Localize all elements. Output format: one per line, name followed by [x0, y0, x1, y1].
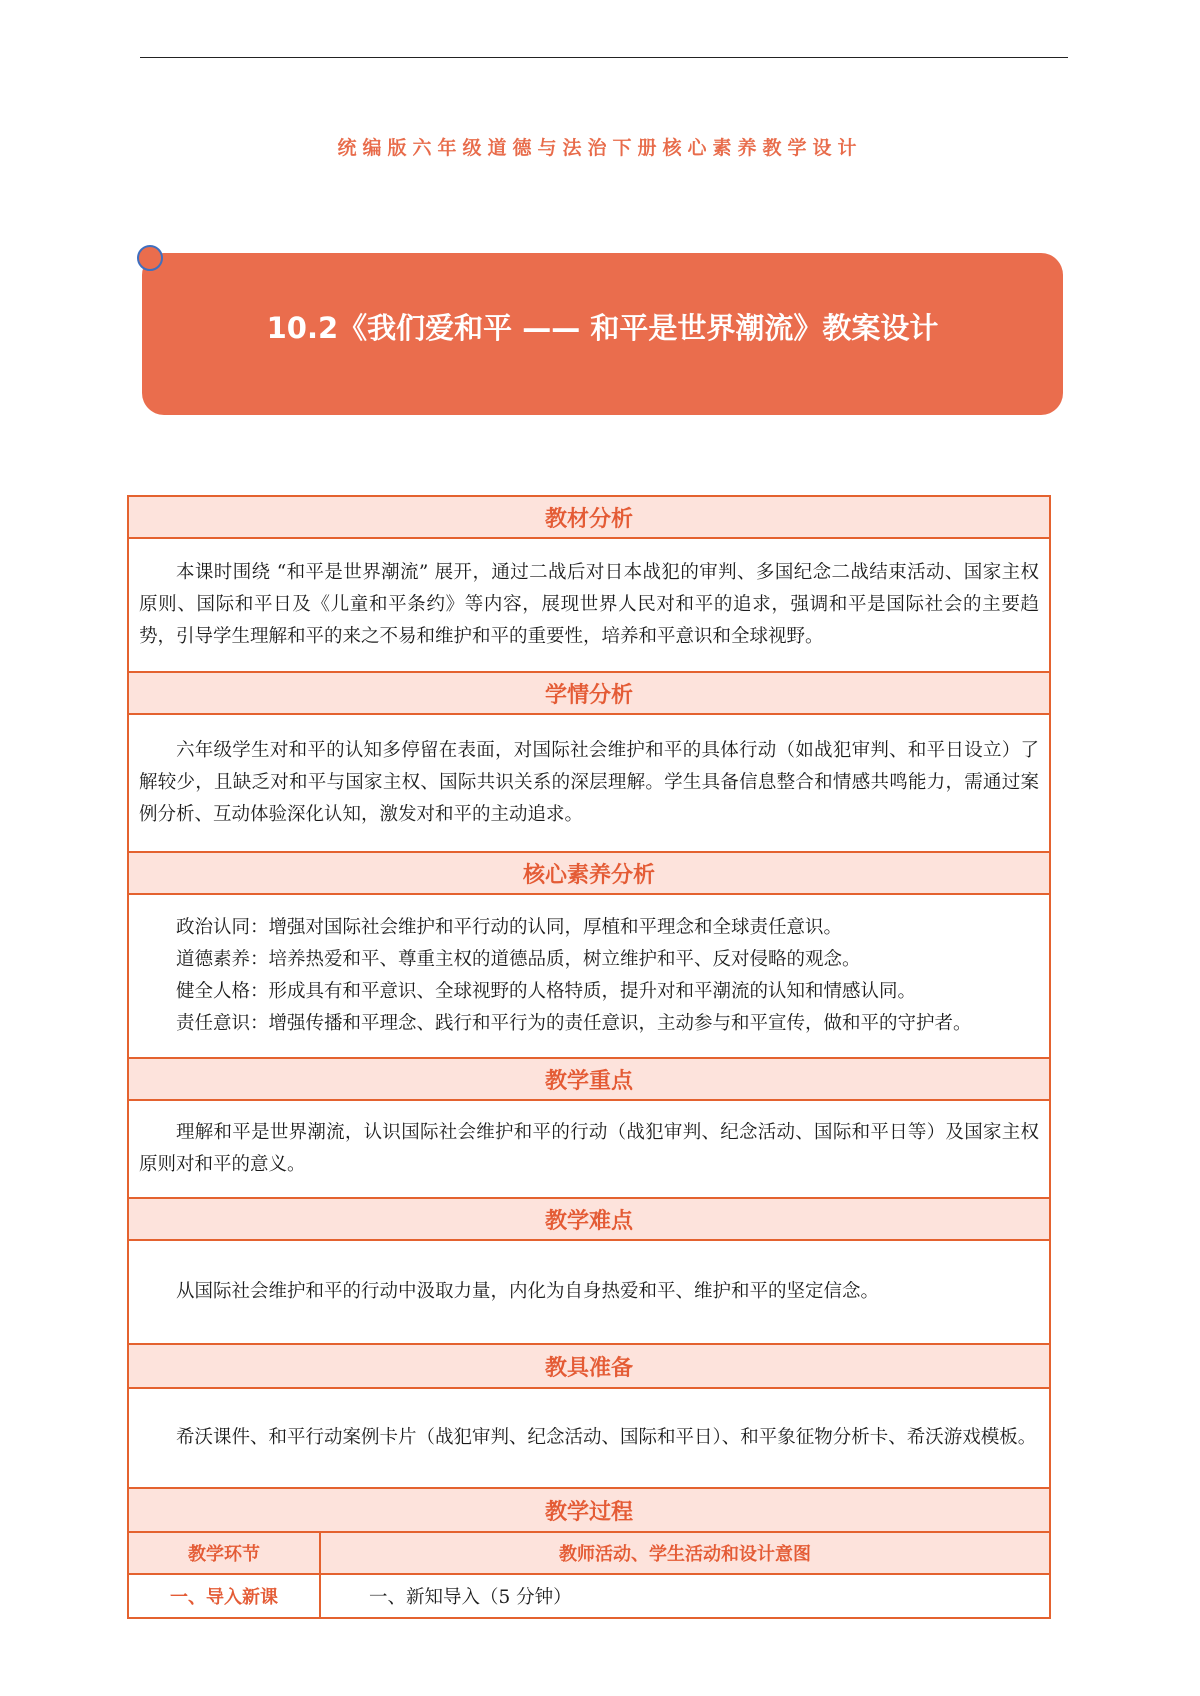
process-col-activity: 教师活动、学生活动和设计意图: [321, 1533, 1049, 1573]
title-banner: [142, 253, 1063, 415]
literacy-item: 道德素养：培养热爱和平、尊重主权的道德品质，树立维护和平、反对侵略的观念。: [176, 949, 861, 970]
section-heading-materials: 教具准备: [129, 1345, 1049, 1389]
process-stage-cell: 一、导入新课: [129, 1575, 321, 1617]
section-heading-process: 教学过程: [129, 1489, 1049, 1533]
section-body-materials: [129, 1389, 1049, 1489]
section-body-students: [129, 715, 1049, 853]
banner-dot-decoration: [137, 245, 163, 271]
section-body-key-points: [129, 1101, 1049, 1199]
difficulties-paragraph: 从国际社会维护和平的行动中汲取力量，内化为自身热爱和平、维护和平的坚定信念。: [176, 1281, 880, 1302]
key-points-paragraph: 理解和平是世界潮流，认识国际社会维护和平的行动（战犯审判、纪念活动、国际和平日等）及国家主权原则对和平的意义。: [139, 1122, 1039, 1175]
section-body-textbook: [129, 539, 1049, 673]
series-title: 统编版六年级道德与法治下册核心素养教学设计: [337, 137, 863, 159]
document-title: 10.2《我们爱和平 —— 和平是世界潮流》教案设计: [266, 310, 939, 345]
section-heading-difficulties: 教学难点: [129, 1199, 1049, 1241]
literacy-item: 健全人格：形成具有和平意识、全球视野的人格特质，提升对和平潮流的认知和情感认同。: [176, 981, 917, 1002]
process-activity-cell: 一、新知导入（5 分钟）: [321, 1575, 1049, 1617]
students-paragraph: 六年级学生对和平的认知多停留在表面，对国际社会维护和平的具体行动（如战犯审判、和平日设立）了解较少，且缺乏对和平与国家主权、国际共识关系的深层理解。学生具备信息整合和情感共鸣能力，需通过案例分析、互动体验深化认知，激发对和平的主动追求。: [139, 740, 1039, 825]
section-heading-students: 学情分析: [129, 673, 1049, 715]
header-rule: [140, 57, 1068, 58]
materials-paragraph: 希沃课件、和平行动案例卡片（战犯审判、纪念活动、国际和平日）、和平象征物分析卡、希沃游戏模板。: [176, 1427, 1037, 1448]
lesson-plan-table: [127, 495, 1051, 1619]
section-body-literacy: [129, 895, 1049, 1059]
section-heading-literacy: 核心素养分析: [129, 853, 1049, 895]
textbook-paragraph: 本课时围绕 “和平是世界潮流” 展开，通过二战后对日本战犯的审判、多国纪念二战结束活动、国家主权原则、国际和平日及《儿童和平条约》等内容，展现世界人民对和平的追求，强调和平是国际社会的主要趋势，引导学生理解和平的来之不易和维护和平的重要性，培养和平意识和全球视野。: [139, 562, 1039, 647]
process-col-stage: 教学环节: [129, 1533, 321, 1573]
table-row: [129, 1575, 1049, 1617]
process-header-row: [129, 1533, 1049, 1575]
literacy-item: 政治认同：增强对国际社会维护和平行动的认同，厚植和平理念和全球责任意识。: [176, 917, 843, 938]
section-body-difficulties: [129, 1241, 1049, 1345]
section-heading-textbook: 教材分析: [129, 497, 1049, 539]
section-heading-key-points: 教学重点: [129, 1059, 1049, 1101]
literacy-item: 责任意识：增强传播和平理念、践行和平行为的责任意识，主动参与和平宣传，做和平的守护者。: [176, 1013, 972, 1034]
